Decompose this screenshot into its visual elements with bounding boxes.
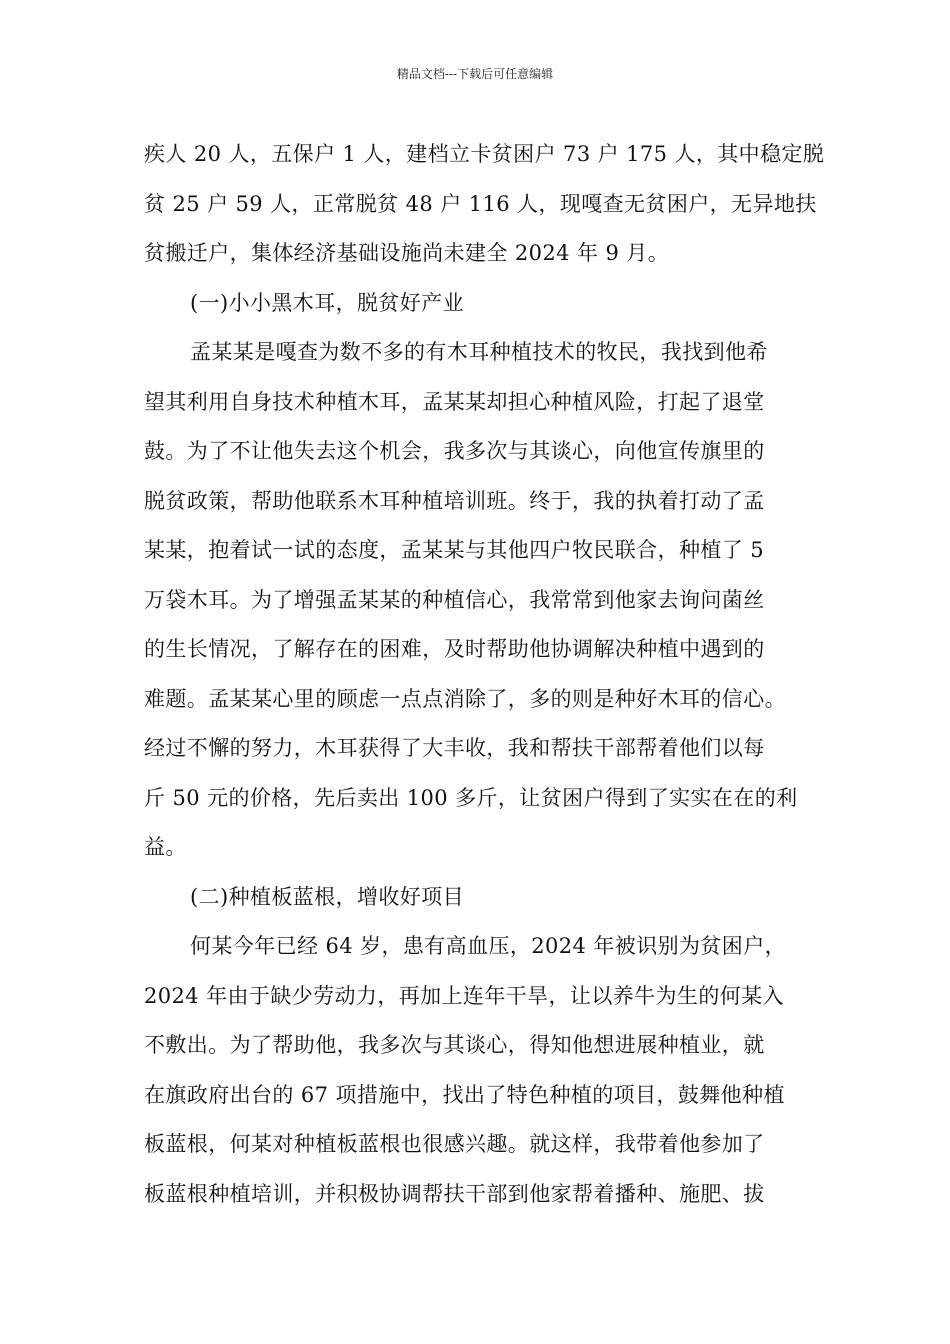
text-line: 益。: [144, 835, 187, 859]
text-line: (一)小小黑木耳，脱贫好产业: [190, 290, 464, 315]
text-line: 的生长情况，了解存在的困难，及时帮助他协调解决种植中遇到的: [144, 637, 765, 661]
text-line: 鼓。为了不让他失去这个机会，我多次与其谈心，向他宣传旗里的: [144, 439, 765, 463]
text-line: 万袋木耳。为了增强孟某某的种植信心，我常常到他家去询问菌丝: [144, 587, 765, 612]
text-line: 望其利用自身技术种植木耳，孟某某却担心种植风险，打起了退堂: [144, 389, 765, 414]
text-line: 何某今年已经 64 岁，患有高血压，2024 年被识别为贫困户，: [190, 934, 786, 958]
page-header: 精品文档---下载后可任意编辑: [396, 67, 554, 81]
text-line: 孟某某是嘎查为数不多的有木耳种植技术的牧民，我找到他希: [190, 340, 768, 364]
text-line: 难题。孟某某心里的顾虑一点点消除了，多的则是种好木耳的信心。: [144, 686, 786, 711]
text-line: (二)种植板蓝根，增收好项目: [190, 884, 464, 909]
text-line: 板蓝根，何某对种植板蓝根也很感兴趣。就这样，我带着他参加了: [144, 1132, 765, 1156]
text-line: 板蓝根种植培训，并积极协调帮扶干部到他家帮着播种、施肥、拔: [144, 1181, 765, 1206]
text-line: 贫 25 户 59 人，正常脱贫 48 户 116 人，现嘎查无贫困户，无异地扶: [144, 191, 817, 216]
text-line: 脱贫政策，帮助他联系木耳种植培训班。终于，我的执着打动了孟: [144, 488, 765, 513]
text-line: 某某，抱着试一试的态度，孟某某与其他四户牧民联合，种植了 5: [144, 538, 765, 562]
body-text: [144, 130, 824, 1219]
text-line: 经过不懈的努力，木耳获得了大丰收，我和帮扶干部帮着他们以每: [144, 736, 765, 760]
text-line: 斤 50 元的价格，先后卖出 100 多斤，让贫困户得到了实实在在的利: [144, 785, 798, 810]
text-line: 贫搬迁户，集体经济基础设施尚未建全 2024 年 9 月。: [144, 241, 670, 265]
text-line: 2024 年由于缺少劳动力，再加上连年干旱，让以养牛为生的何某入: [144, 983, 784, 1008]
text-line: 疾人 20 人，五保户 1 人，建档立卡贫困户 73 户 175 人，其中稳定脱: [144, 142, 825, 166]
text-line: 不敷出。为了帮助他，我多次与其谈心，得知他想进展种植业，就: [144, 1033, 765, 1057]
text-line: 在旗政府出台的 67 项措施中，找出了特色种植的项目，鼓舞他种植: [144, 1082, 785, 1107]
